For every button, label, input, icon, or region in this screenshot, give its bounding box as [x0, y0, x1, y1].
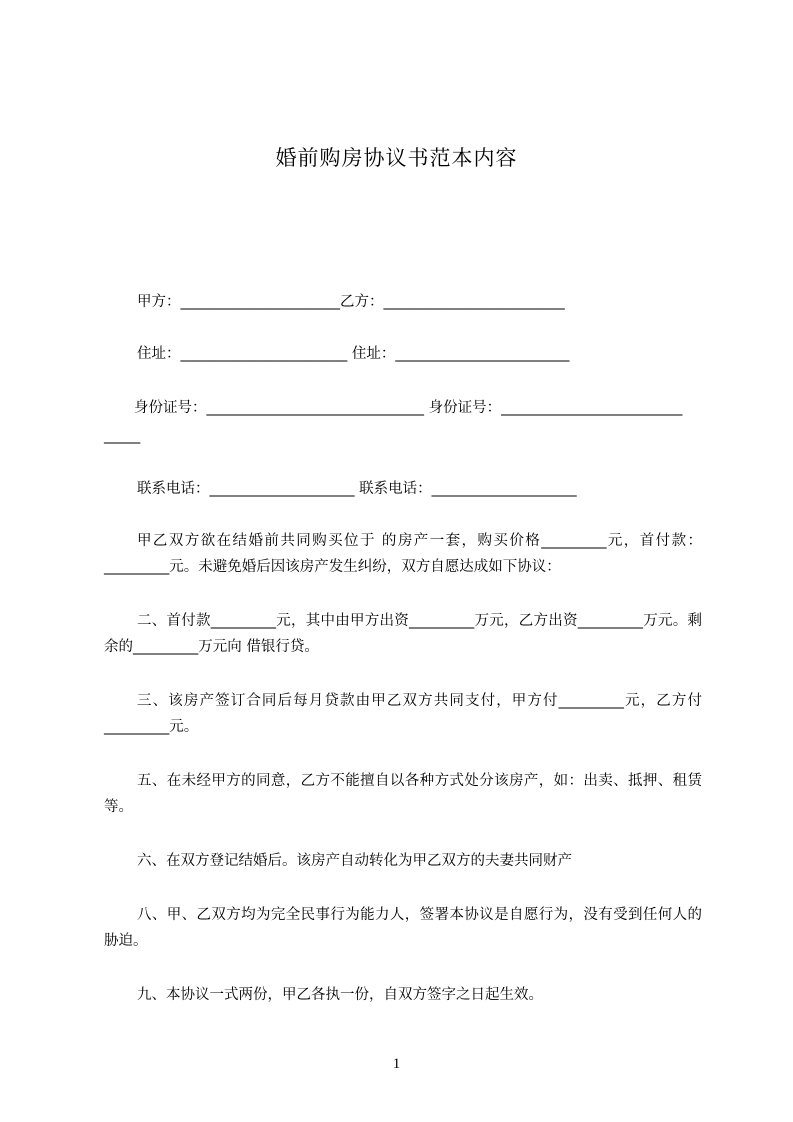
page-number: 1	[392, 1056, 401, 1072]
party-address-line: 住址：_______________________ 住址：________________________	[137, 346, 570, 362]
clause-preamble: 甲乙双方欲在结婚前共同购买位于 的房产一套，购买价格_________元，首付款：_________元。未避免婚后因该房产发生纠纷，双方自愿达成如下协议：	[104, 533, 702, 575]
clause-6-joint-property: 六、在双方登记结婚后。该房产自动转化为甲乙双方的夫妻共同财产	[137, 853, 572, 869]
clause-3-monthly-loan: 三、该房产签订合同后每月贷款由甲乙双方共同支付，甲方付_________元，乙方付_________元。	[104, 693, 702, 735]
clause-2-down-payment: 二、首付款_________元，其中由甲方出资_________万元，乙方出资_________万元。剩余的_________万元向 借银行贷。	[104, 613, 702, 655]
clause-9-effect: 九、本协议一式两份，甲乙各执一份，自双方签字之日起生效。	[137, 987, 543, 1003]
party-contact-line: 联系电话：____________________ 联系电话：____________________	[137, 481, 577, 497]
document-title: 婚前购房协议书范本内容	[275, 146, 518, 170]
clause-8-capacity: 八、甲、乙双方均为完全民事行为能力人，签署本协议是自愿行为，没有受到任何人的胁迫。	[104, 907, 702, 949]
party-id-line-continued: _____	[104, 428, 141, 444]
party-id-line: 身份证号：______________________________ 身份证号：_________________________	[134, 400, 683, 416]
party-name-line: 甲方：______________________乙方：_________________________	[137, 294, 565, 310]
clause-5-disposal: 五、在未经甲方的同意，乙方不能擅自以各种方式处分该房产，如：出卖、抵押、租赁等。	[104, 773, 702, 815]
